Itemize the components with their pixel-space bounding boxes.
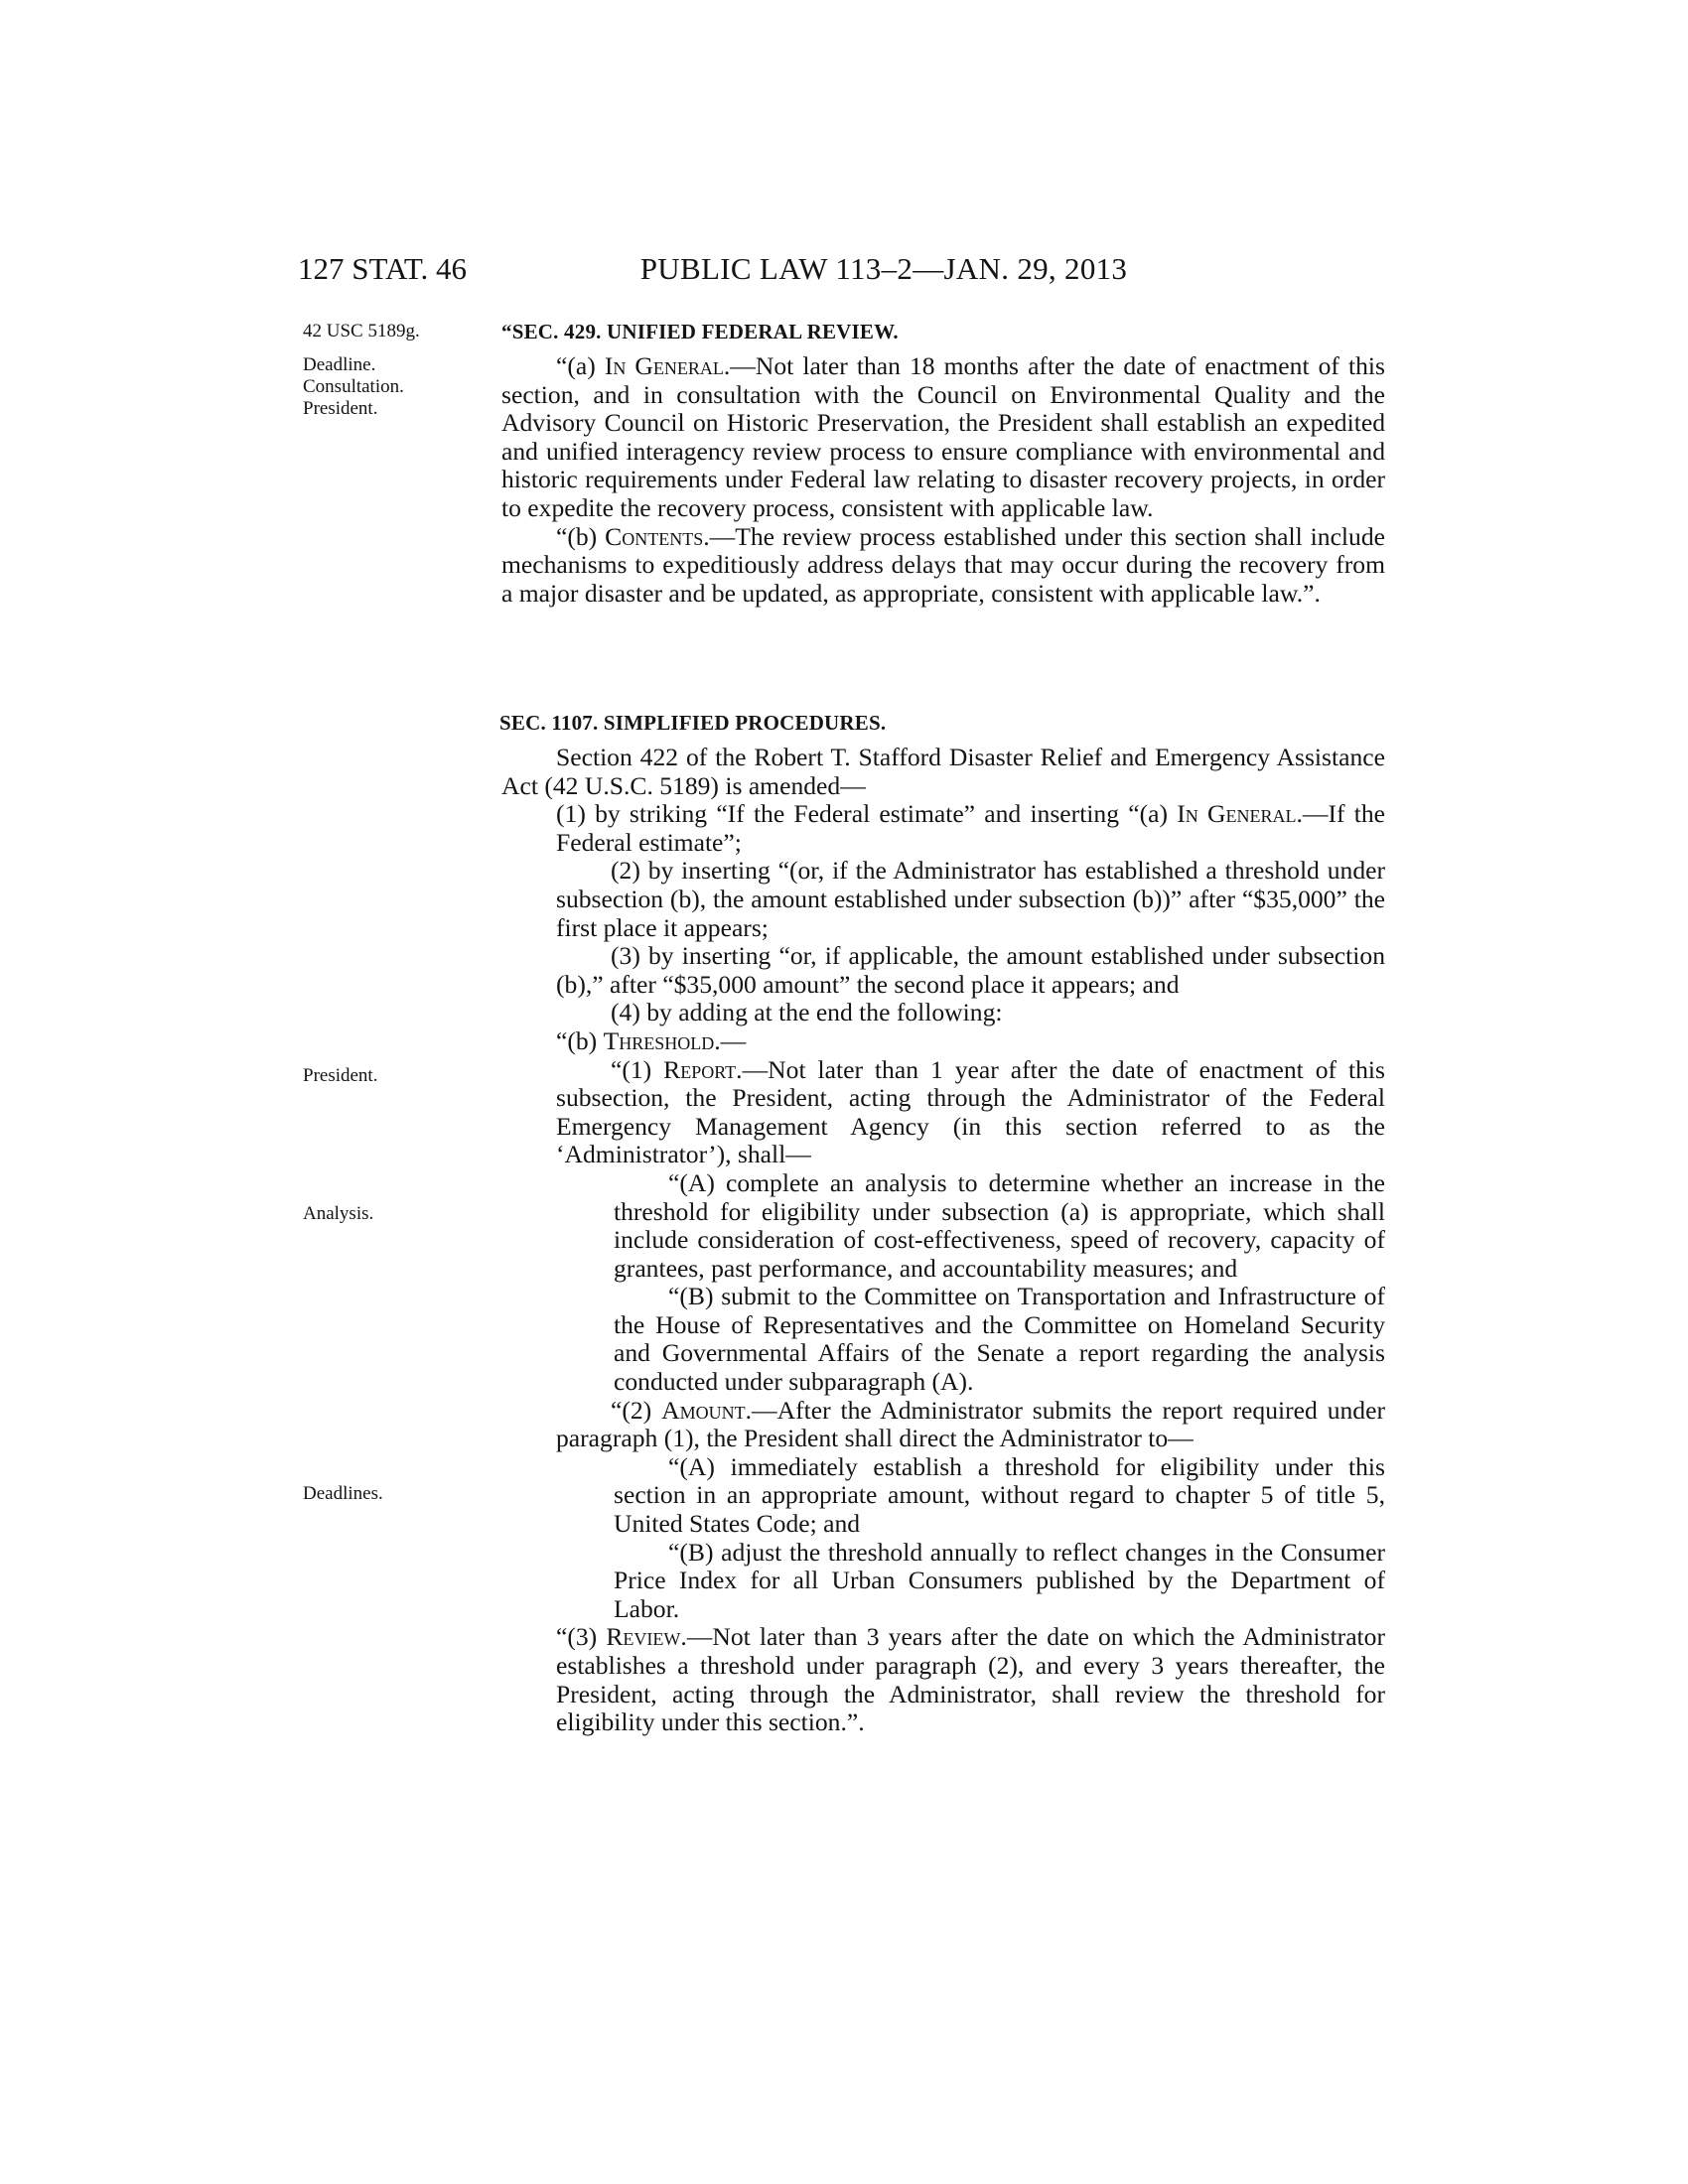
paragraph-1-subpara-a: “(A) complete an analysis to determine whether an increase in the threshold for eligibility under subsection (a) is appropriate, which shall include consideration of cost-effectiveness, speed of recovery, capacity of grantees, past performance, and accountability measures; and	[614, 1167, 1385, 1283]
margin-note-deadline: Deadline.	[303, 354, 376, 375]
paragraph-2-amount: “(2) Amount.—After the Administrator submits the report required under paragraph (1), the President shall direct the Administrator to—	[556, 1395, 1385, 1453]
amendment-item-3: (3) by inserting “or, if applicable, the amount established under subsection (b),” after “$35,000 amount” the second place it appears; and	[556, 941, 1385, 999]
margin-note-group	[303, 354, 472, 420]
paragraph-1-subpara-b: “(B) submit to the Committee on Transportation and Infrastructure of the House of Representatives and the Committee on Homeland Security and Governmental Affairs of the Senate a report regarding the analysis conducted under subparagraph (A).	[614, 1282, 1385, 1397]
subsection-a-caption: In General	[604, 351, 724, 380]
statute-page-number: 127 STAT. 46	[298, 251, 468, 286]
threshold-subsection: “(b) Threshold.—	[556, 1025, 747, 1055]
sec-1107-body	[501, 744, 1385, 1737]
margin-note-president: President.	[303, 398, 378, 419]
sec-429-body	[501, 352, 1385, 608]
sec-429-subsection-b: “(b) Contents.—The review process established under this section shall include mechanisms to expeditiously address delays that may occur during the recovery from a major disaster and be updated, as appropriate, consistent with applicable law.”.	[501, 521, 1385, 608]
paragraph-2-subpara-b: “(B) adjust the threshold annually to reflect changes in the Consumer Price Index for all Urban Consumers published by the Department of Labor.	[614, 1537, 1385, 1623]
paragraph-2-subpara-a: “(A) immediately establish a threshold for eligibility under this section in an appropriate amount, without regard to chapter 5 of title 5, United States Code; and	[614, 1451, 1385, 1539]
margin-note-usc: 42 USC 5189g.	[303, 321, 420, 341]
paragraph-3-review: “(3) Review.—Not later than 3 years after the date on which the Administrator establishes a threshold under paragraph (2), and every 3 years thereafter, the President, acting through the Administrator, shall review the threshold for eligibility under this section.”.	[556, 1622, 1385, 1737]
sec-429-heading: “SEC. 429. UNIFIED FEDERAL REVIEW.	[501, 320, 899, 343]
sec-429-subsection-a: “(a) In General.—Not later than 18 months after the date of enactment of this section, and in consultation with the Council on Environmental Quality and the Advisory Council on Historic Preservation, the President shall establish an expedited and unified interagency review process to ensure compliance with environmental and historic requirements under Federal law relating to disaster recovery projects, in order to expedite the recovery process, consistent with applicable law.	[501, 351, 1385, 522]
margin-note-analysis: Analysis.	[303, 1203, 374, 1224]
sec-1107-heading: SEC. 1107. SIMPLIFIED PROCEDURES.	[499, 711, 887, 735]
margin-note-consultation: Consultation.	[303, 376, 404, 397]
page-header	[298, 251, 1390, 291]
paragraph-1-report: “(1) Report.—Not later than 1 year after the date of enactment of this subsection, the President, acting through the Administrator of the Federal Emergency Management Agency (in this section referred to as the ‘Administrator’), shall—	[556, 1054, 1385, 1169]
public-law-title: PUBLIC LAW 113–2—JAN. 29, 2013	[639, 251, 1128, 286]
amendment-item-1: (1) by striking “If the Federal estimate” and inserting “(a) In General.—If the Federal estimate”;	[556, 799, 1385, 857]
margin-note-president-2: President.	[303, 1065, 378, 1086]
amendment-item-4: (4) by adding at the end the following:	[611, 998, 1003, 1027]
subsection-b-caption: Contents	[605, 521, 704, 551]
margin-note-deadlines: Deadlines.	[303, 1483, 383, 1504]
sec-1107-intro: Section 422 of the Robert T. Stafford Disaster Relief and Emergency Assistance Act (42 U.S.C. 5189) is amended—	[501, 743, 1385, 800]
amendment-item-2: (2) by inserting “(or, if the Administrator has established a threshold under subsection (b), the amount established under subsection (b))” after “$35,000” the first place it appears;	[556, 856, 1385, 942]
